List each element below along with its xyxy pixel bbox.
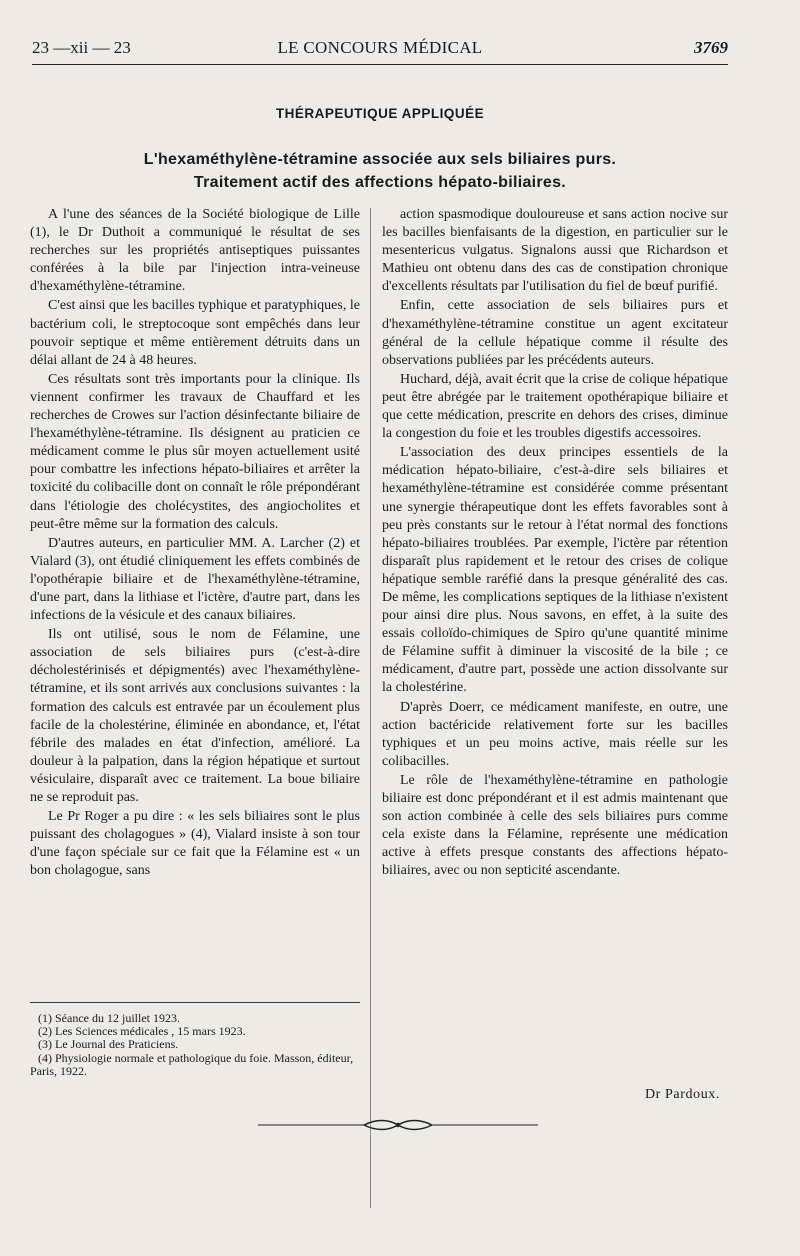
article-title xyxy=(40,148,720,194)
article-title-line-1: L'hexaméthylène-tétramine associée aux sels biliaires purs. xyxy=(143,151,617,168)
paragraph: L'association des deux principes essentiels de la médication hépato-biliaire, c'est-à-dire sels biliaires et hexaméthylène-tétramine est considérée comme présentant une synergie thérapeutique dont les effets favorables sont à peu près constants sur le retour à l'état normal des fonctions hépato-biliaires troublées. Par exemple, l'ictère par rétention disparaît plus rapidement et le retour des crises de colique hépatique semble raréfié dans la presque généralité des cas. De même, les complications septiques de la lithiase n'existent pour ainsi dire plus. Nous savons, en effet, à la suite des essais colloïdo-chimiques de Spiro qu'une quantité minime de Félamine suffit à diminuer la viscosité de la bile ; ce médicament, d'autre part, possède une action dissolvante sur la cholestérine. xyxy=(382,445,728,696)
header-rule xyxy=(32,64,728,65)
right-column xyxy=(382,206,728,880)
paragraph: Ces résultats sont très importants pour la clinique. Ils viennent confirmer les travaux de Chauffard et les recherches de Crowes sur l'action désinfectante biliaire de l'hexaméthylène-tétramine. Ils désignent au praticien ce médicament comme le plus sûr moyen actuellement usité pour combattre les infections hépato-biliaires et arrêter la toxicité du colibacille dont on connaît le rôle prépondérant dans l'étiologie des cholécystites, des angiocholites et peut-être même sur la formation des calculs. xyxy=(30,371,360,532)
footnote-number: (4) xyxy=(38,1050,52,1065)
paragraph: A l'une des séances de la Société biologique de Lille (1), le Dr Duthoit a communiqué le résultat de ses recherches sur les propriétés antiseptiques puissantes conférées à la bile par l'injection intra-veineuse d'hexaméthylène-tétramine. xyxy=(30,207,360,295)
footnotes xyxy=(30,1012,364,1078)
footnote xyxy=(30,1052,364,1078)
paragraph: Le rôle de l'hexaméthylène-tétramine en pathologie biliaire est donc prépondérant et il est admis maintenant que son action combinée à celle des sels biliaires purs comme cela existe dans la Félamine, représente une médication active à effets presque constants des affections hépato-biliaires, avec ou non septicité ascendante. xyxy=(382,772,728,879)
paragraph: C'est ainsi que les bacilles typhique et paratyphiques, le bactérium coli, le streptocoque sont empêchés dans leur pouvoir septique et même entièrement détruits dans un délai allant de 24 à 48 heures. xyxy=(30,298,360,368)
column-divider xyxy=(370,208,371,1208)
footnote-text: Les Sciences médicales , 15 mars 1923. xyxy=(55,1024,246,1039)
running-header xyxy=(32,38,728,62)
paragraph: D'autres auteurs, en particulier MM. A. Larcher (2) et Vialard (3), ont étudié cliniquement les effets combinés de l'opothérapie biliaire et de l'hexaméthylène-tétramine, d'une part, dans la lithiase et l'ictère, d'autre part, dans les infections de la vésicule et des canaux biliaires. xyxy=(30,535,360,624)
paragraph: Huchard, déjà, avait écrit que la crise de colique hépatique peut être abrégée par le traitement opothérapique biliaire et que cette médication, prescrite en dehors des crises, diminue la congestion du foie et les troubles digestifs accessoires. xyxy=(382,371,728,442)
paragraph: Ils ont utilisé, sous le nom de Félamine, une association de sels biliaires purs (c'est-à-dire décholestérinisés et dépigmentés) avec l'hexaméthylène-tétramine, et ils sont arrivés aux conclusions suivantes : la formation des calculs est entravée par un écoulement plus facile de la cholestérine, éliminée en abondance, et, l'état fébrile des malades en état d'infection, amélioré. La douleur à la palpation, dans la région hépatique et surtout vésiculaire, disparaît avec ce traitement. La boue biliaire ne se reproduit pas. xyxy=(30,627,360,805)
article-title-line-2: Traitement actif des affections hépato-biliaires. xyxy=(193,174,567,191)
author-signature: Dr Pardoux. xyxy=(644,1087,720,1102)
paragraph: Enfin, cette association de sels biliaires purs et d'hexaméthylène-tétramine constitue un agent excitateur général de la cellule hépatique comme il résulte des observations publiées par les précédents auteurs. xyxy=(382,298,728,368)
header-date: 23 —xii — 23 xyxy=(32,38,131,57)
paragraph: Le Pr Roger a pu dire : « les sels biliaires sont le plus puissant des cholagogues » (4), Vialard insiste à son tour d'une façon spéciale sur ce fait que la Félamine est « un bon cholagogue, sans xyxy=(30,809,360,879)
footnote-number: (2) xyxy=(38,1024,52,1039)
left-column xyxy=(30,206,360,880)
page-number: 3769 xyxy=(694,38,728,57)
footnote-number: (3) xyxy=(38,1037,52,1052)
footnote-text: Le Journal des Praticiens. xyxy=(55,1037,179,1052)
paragraph: action spasmodique douloureuse et sans action nocive sur les bacilles bienfaisants de la digestion, en particulier sur le mesentericus vulgatus. Signalons aussi que Richardson et Mathieu ont obtenu dans des cas de constipation chronique d'excellents résultats par l'utilisation du fiel de bœuf purifié. xyxy=(382,207,728,295)
footnote-number: (1) xyxy=(38,1011,52,1025)
paragraph: D'après Doerr, ce médicament manifeste, en outre, une action bactéricide relativement forte sur les bacilles typhiques et un peu moins active, mais réelle sur les colibacilles. xyxy=(382,699,728,769)
footnote-text: Physiologie normale et pathologique du foie. Masson, éditeur, Paris, 1922. xyxy=(30,1050,354,1078)
footnote-rule xyxy=(30,1002,360,1003)
footnote-text: Séance du 12 juillet 1923. xyxy=(55,1011,180,1025)
section-title: THÉRAPEUTIQUE APPLIQUÉE xyxy=(275,106,485,121)
ornament-divider xyxy=(258,1118,538,1132)
journal-name: LE CONCOURS MÉDICAL xyxy=(277,38,483,57)
